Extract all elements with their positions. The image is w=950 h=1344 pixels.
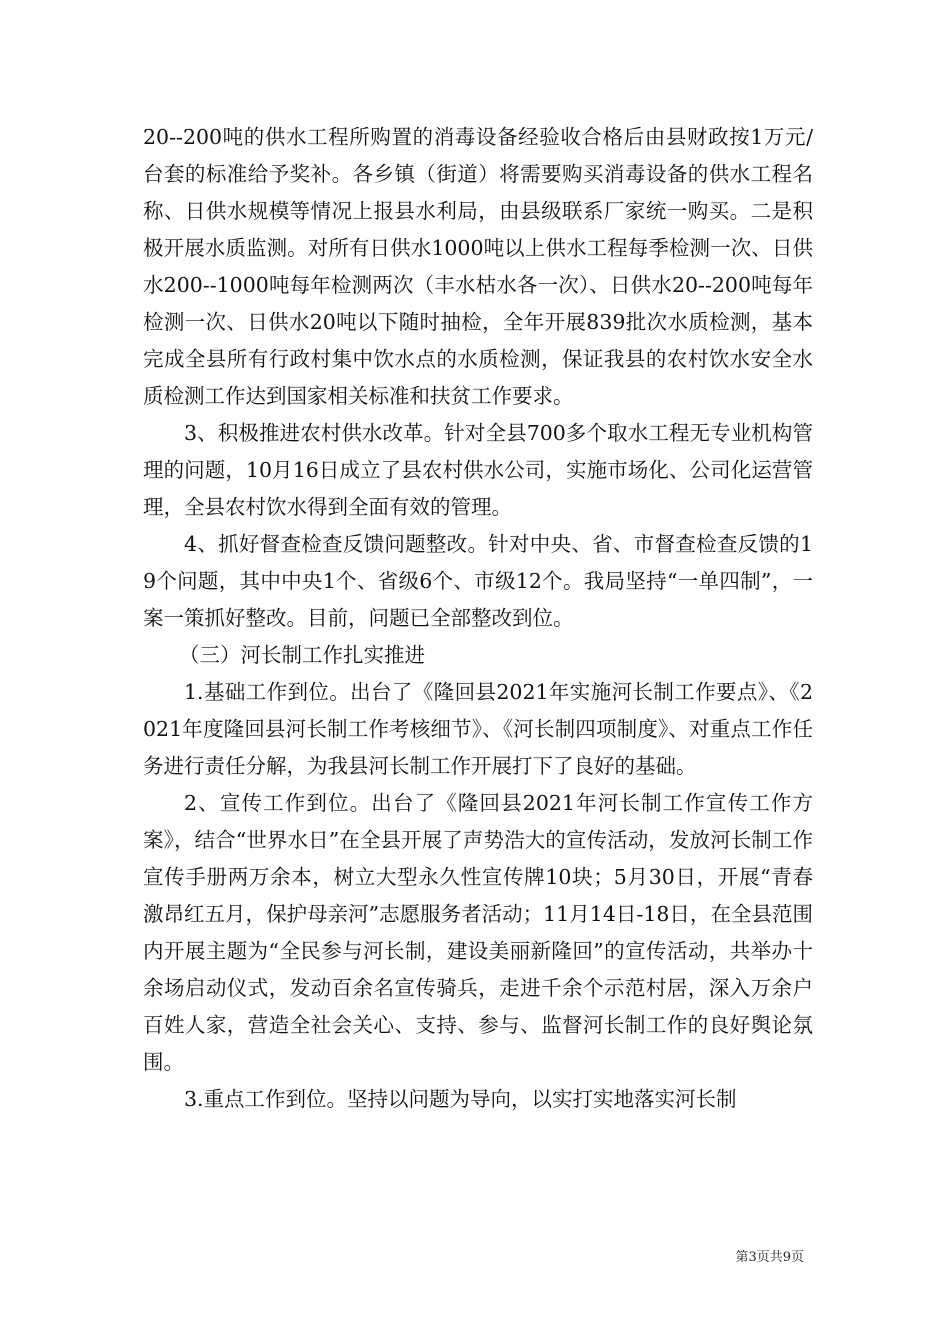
paragraph-publicity-work: 2、宣传工作到位。出台了《隆回县2021年河长制工作宣传工作方案》，结合“世界水日”在全县开展了声势浩大的宣传活动，发放河长制工作宣传手册两万余本，树立大型永久性宣传牌10块；5月30日，开展“青春激昂红五月，保护母亲河”志愿服务者活动；11月14日-18日，在全县范围内开展主题为“全民参与河长制，建设美丽新隆回”的宣传活动，共举办十余场启动仪式，发动百余名宣传骑兵，走进千余个示范村居，深入万余户百姓人家，营造全社会关心、支持、参与、监督河长制工作的良好舆论氛围。 (143, 791, 813, 1074)
paragraph-basic-work: 1.基础工作到位。出台了《隆回县2021年实施河长制工作要点》、《2021年度隆回县河长制工作考核细节》、《河长制四项制度》、对重点工作任务进行责任分解，为我县河长制工作开展打下了良好的基础。 (143, 680, 813, 778)
document-body (143, 119, 813, 1118)
paragraph-inspection-rectification: 4、抓好督查检查反馈问题整改。针对中央、省、市督查检查反馈的19个问题，其中中央1个、省级6个、市级12个。我局坚持“一单四制”，一案一策抓好整改。目前，问题已全部整改到位。 (143, 532, 813, 630)
paragraph-water-supply-reform: 3、积极推进农村供水改革。针对全县700多个取水工程无专业机构管理的问题，10月16日成立了县农村供水公司，实施市场化、公司化运营管理，全县农村饮水得到全面有效的管理。 (143, 421, 813, 519)
paragraph-key-work: 3.重点工作到位。坚持以问题为导向，以实打实地落实河长制 (184, 1087, 737, 1111)
paragraph-disinfection-and-monitoring: 20--200吨的供水工程所购置的消毒设备经验收合格后由县财政按1万元/台套的标准给予奖补。各乡镇（街道）将需要购买消毒设备的供水工程名称、日供水规模等情况上报县水利局，由县级联系厂家统一购买。二是积极开展水质监测。对所有日供水1000吨以上供水工程每季检测一次、日供水200--1000吨每年检测两次（丰水枯水各一次）、日供水20--200吨每年检测一次、日供水20吨以下随时抽检，全年开展839批次水质检测，基本完成全县所有行政村集中饮水点的水质检测，保证我县的农村饮水安全水质检测工作达到国家相关标准和扶贫工作要求。 (143, 125, 813, 408)
section-heading-river-chief: （三）河长制工作扎实推进 (179, 643, 425, 667)
page-number-footer: 第3页共9页 (735, 1250, 804, 1265)
